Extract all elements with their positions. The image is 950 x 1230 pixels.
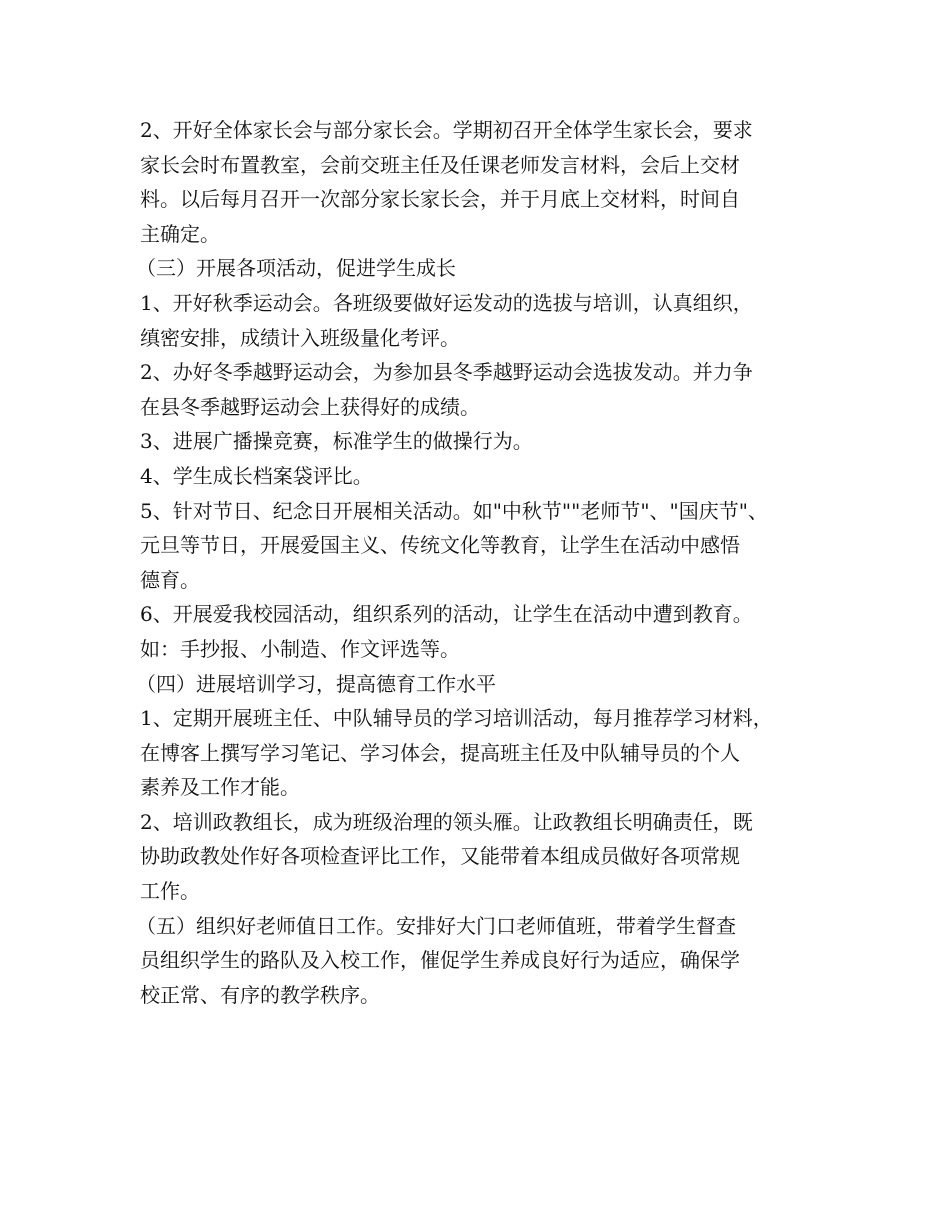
text-line: 料。以后每月召开一次部分家长家长会，并于月底上交材料，时间自 <box>140 187 740 212</box>
text-line: 工作。 <box>140 879 200 904</box>
text-line: 在县冬季越野运动会上获得好的成绩。 <box>140 394 480 419</box>
text-line: 1、定期开展班主任、中队辅导员的学习培训活动，每月推荐学习材料， <box>140 706 773 731</box>
section-heading: （四）进展培训学习，提高德育工作水平 <box>136 671 496 696</box>
text-line: 校正常、有序的教学秩序。 <box>140 982 380 1007</box>
text-line: 6、开展爱我校园活动，组织系列的活动，让学生在活动中遭到教育。 <box>140 602 753 627</box>
text-line: 4、学生成长档案袋评比。 <box>140 463 373 488</box>
text-line: 主确定。 <box>140 221 220 246</box>
section-heading: （五）组织好老师值日工作。安排好大门口老师值班，带着学生督查 <box>136 913 736 938</box>
text-line: 员组织学生的路队及入校工作，催促学生养成良好行为适应，确保学 <box>140 948 740 973</box>
document-body <box>136 113 840 1012</box>
text-line: 素养及工作才能。 <box>140 775 300 800</box>
text-line: 1、开好秋季运动会。各班级要做好运发动的选拔与培训，认真组织， <box>140 290 753 315</box>
text-line: 2、培训政教组长，成为班级治理的领头雁。让政教组长明确责任，既 <box>140 809 753 834</box>
text-line: 家长会时布置教室，会前交班主任及任课老师发言材料，会后上交材 <box>140 152 740 177</box>
text-line: 德育。 <box>140 567 200 592</box>
text-line: 5、针对节日、纪念日开展相关活动。如"中秋节""老师节"、"国庆节"、 <box>140 498 768 523</box>
text-line: 2、办好冬季越野运动会，为参加县冬季越野运动会选拔发动。并力争 <box>140 360 753 385</box>
text-line: 元旦等节日，开展爱国主义、传统文化等教育，让学生在活动中感悟 <box>140 533 740 558</box>
text-line: 如：手抄报、小制造、作文评选等。 <box>140 636 460 661</box>
text-line: 2、开好全体家长会与部分家长会。学期初召开全体学生家长会，要求 <box>140 118 753 142</box>
section-heading: （三）开展各项活动，促进学生成长 <box>136 256 456 281</box>
text-line: 在博客上撰写学习笔记、学习体会，提高班主任及中队辅导员的个人 <box>140 740 740 765</box>
text-line: 协助政教处作好各项检查评比工作，又能带着本组成员做好各项常规 <box>140 844 740 869</box>
text-line: 3、进展广播操竞赛，标准学生的做操行为。 <box>140 429 533 454</box>
text-line: 缜密安排，成绩计入班级量化考评。 <box>140 325 460 350</box>
